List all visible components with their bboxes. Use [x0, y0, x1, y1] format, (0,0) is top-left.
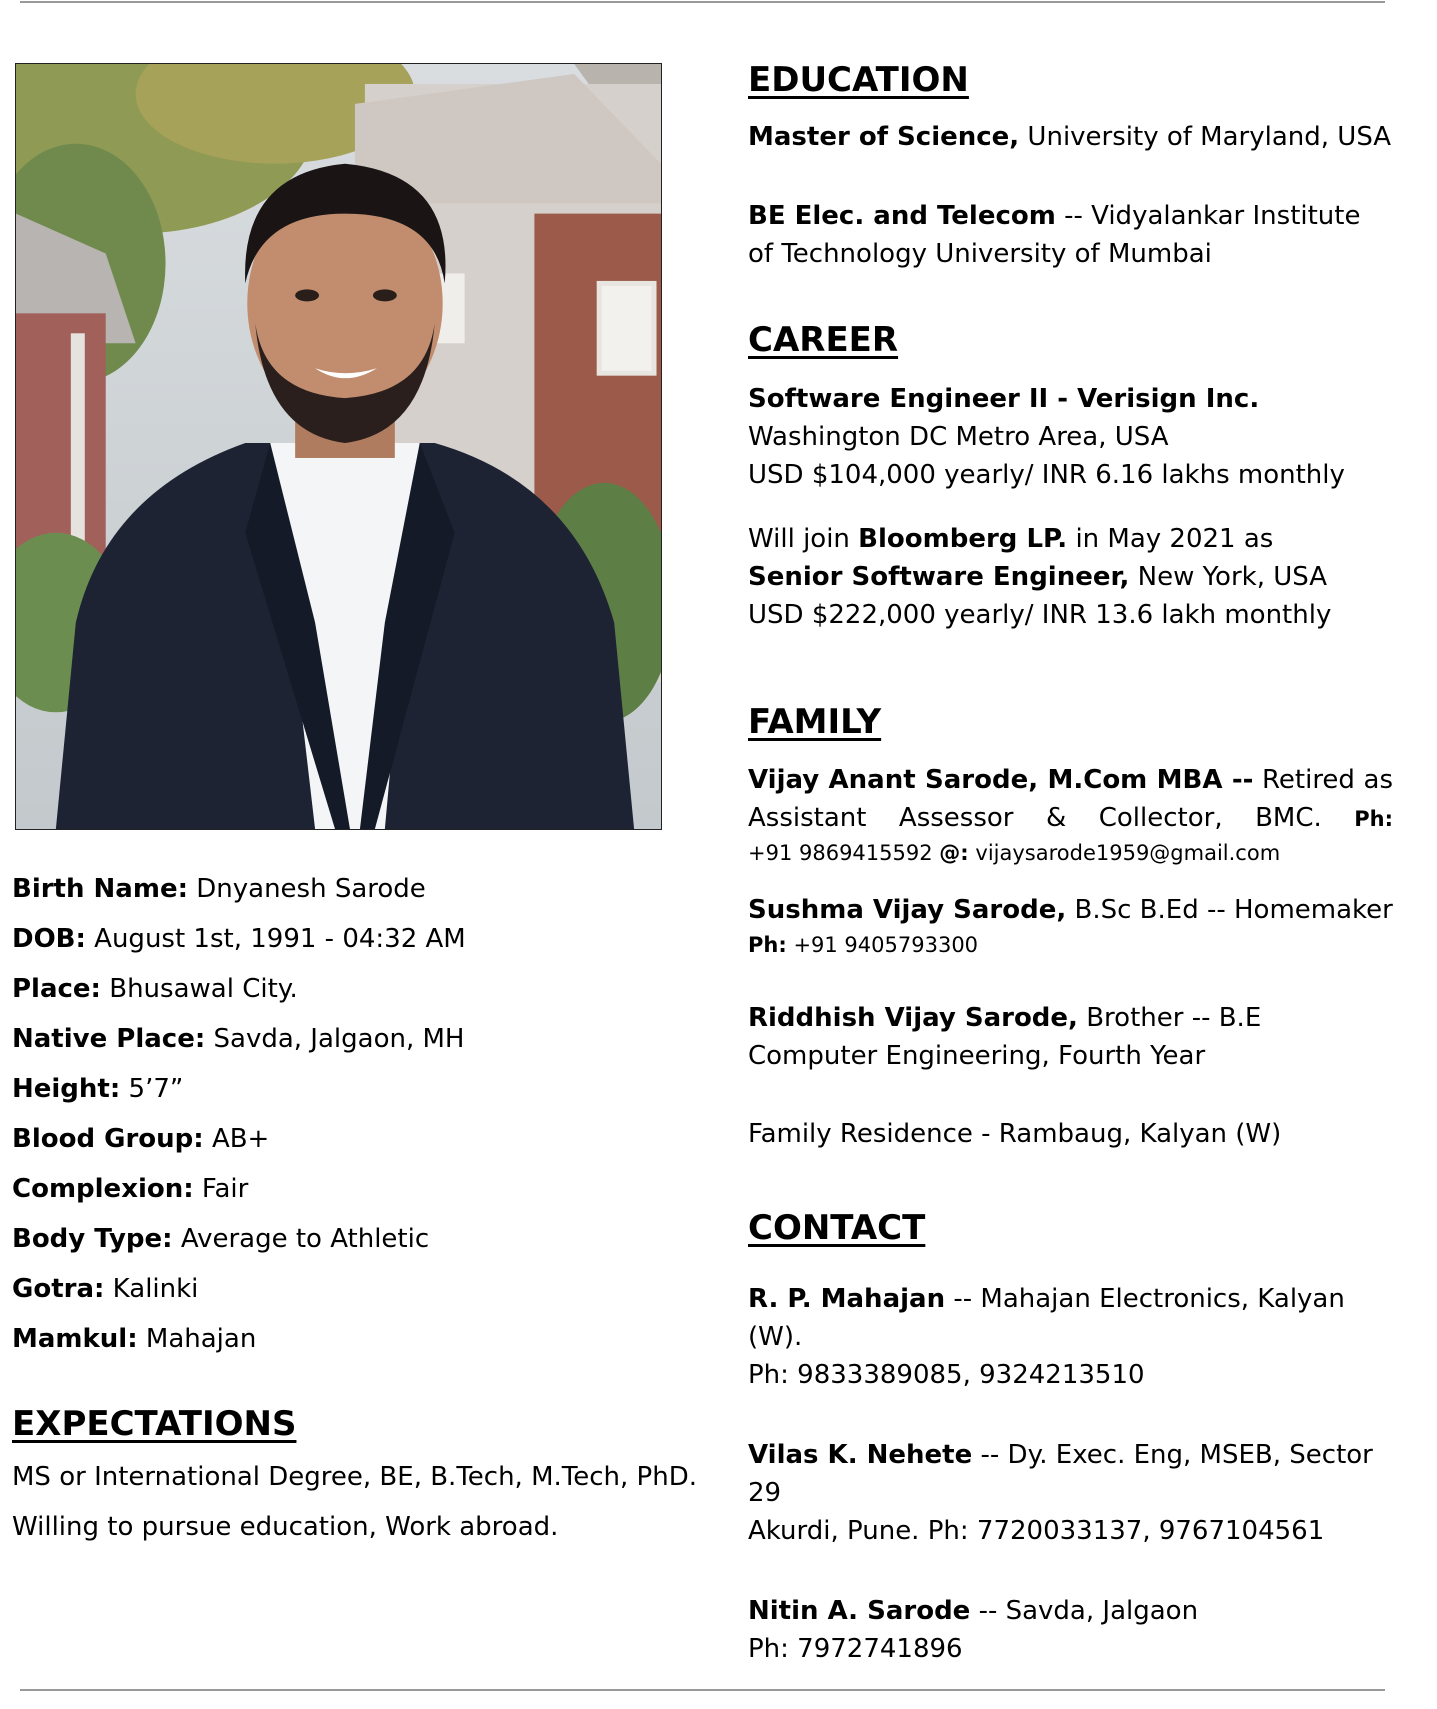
- contact-1: R. P. Mahajan -- Mahajan Electronics, Kalyan (W). Ph: 9833389085, 9324213510: [748, 1284, 1345, 1390]
- career-future: Will join Bloomberg LP. in May 2021 as Senior Software Engineer, New York, USA USD $222,000 yearly/ INR 13.6 lakh monthly: [748, 524, 1332, 630]
- detail-mamkul: Mamkul: Mahajan: [12, 1324, 257, 1354]
- contact-section: [748, 1208, 1393, 1668]
- family-brother: Riddhish Vijay Sarode, Brother -- B.E Computer Engineering, Fourth Year: [748, 1003, 1262, 1071]
- expectations-section: [12, 1404, 697, 1560]
- portrait-photo: [15, 63, 662, 830]
- detail-gotra: Gotra: Kalinki: [12, 1274, 199, 1304]
- education-ms: Master of Science, University of Maryland, USA: [748, 122, 1392, 152]
- contact-heading: CONTACT: [748, 1208, 926, 1248]
- personal-details: [12, 872, 662, 1372]
- detail-birth-name: Birth Name: Dnyanesh Sarode: [12, 874, 426, 904]
- detail-blood-group: Blood Group: AB+: [12, 1124, 270, 1154]
- expectations-line: Willing to pursue education, Work abroad.: [12, 1512, 559, 1542]
- detail-native-place: Native Place: Savda, Jalgaon, MH: [12, 1024, 465, 1054]
- expectations-line: MS or International Degree, BE, B.Tech, M.Tech, PhD.: [12, 1462, 697, 1492]
- detail-place: Place: Bhusawal City.: [12, 974, 298, 1004]
- detail-complexion: Complexion: Fair: [12, 1174, 249, 1204]
- family-heading: FAMILY: [748, 702, 882, 742]
- family-residence: Family Residence - Rambaug, Kalyan (W): [748, 1119, 1282, 1149]
- top-divider: [20, 1, 1385, 3]
- education-be: BE Elec. and Telecom -- Vidyalankar Institute of Technology University of Mumbai: [748, 201, 1361, 269]
- career-section: [748, 320, 1393, 634]
- detail-body-type: Body Type: Average to Athletic: [12, 1224, 430, 1254]
- career-heading: CAREER: [748, 320, 899, 360]
- education-section: [748, 60, 1393, 273]
- family-father: Vijay Anant Sarode, M.Com MBA -- Retired as Assistant Assessor & Collector, BMC. Ph: +91 9869415592 @: vijaysarode1959@gmail.com: [748, 765, 1393, 865]
- detail-dob: DOB: August 1st, 1991 - 04:32 AM: [12, 924, 466, 954]
- education-heading: EDUCATION: [748, 60, 969, 100]
- family-mother: Sushma Vijay Sarode, B.Sc B.Ed -- Homemaker Ph: +91 9405793300: [748, 895, 1393, 957]
- detail-height: Height: 5’7”: [12, 1074, 184, 1104]
- family-section: [748, 702, 1393, 1153]
- contact-2: Vilas K. Nehete -- Dy. Exec. Eng, MSEB, Sector 29 Akurdi, Pune. Ph: 7720033137, 9767104561: [748, 1440, 1373, 1546]
- contact-3: Nitin A. Sarode -- Savda, Jalgaon Ph: 7972741896: [748, 1596, 1199, 1664]
- bottom-divider: [20, 1689, 1385, 1691]
- expectations-heading: EXPECTATIONS: [12, 1404, 297, 1444]
- career-current: Software Engineer II - Verisign Inc. Washington DC Metro Area, USA USD $104,000 yearly/ INR 6.16 lakhs monthly: [748, 384, 1345, 490]
